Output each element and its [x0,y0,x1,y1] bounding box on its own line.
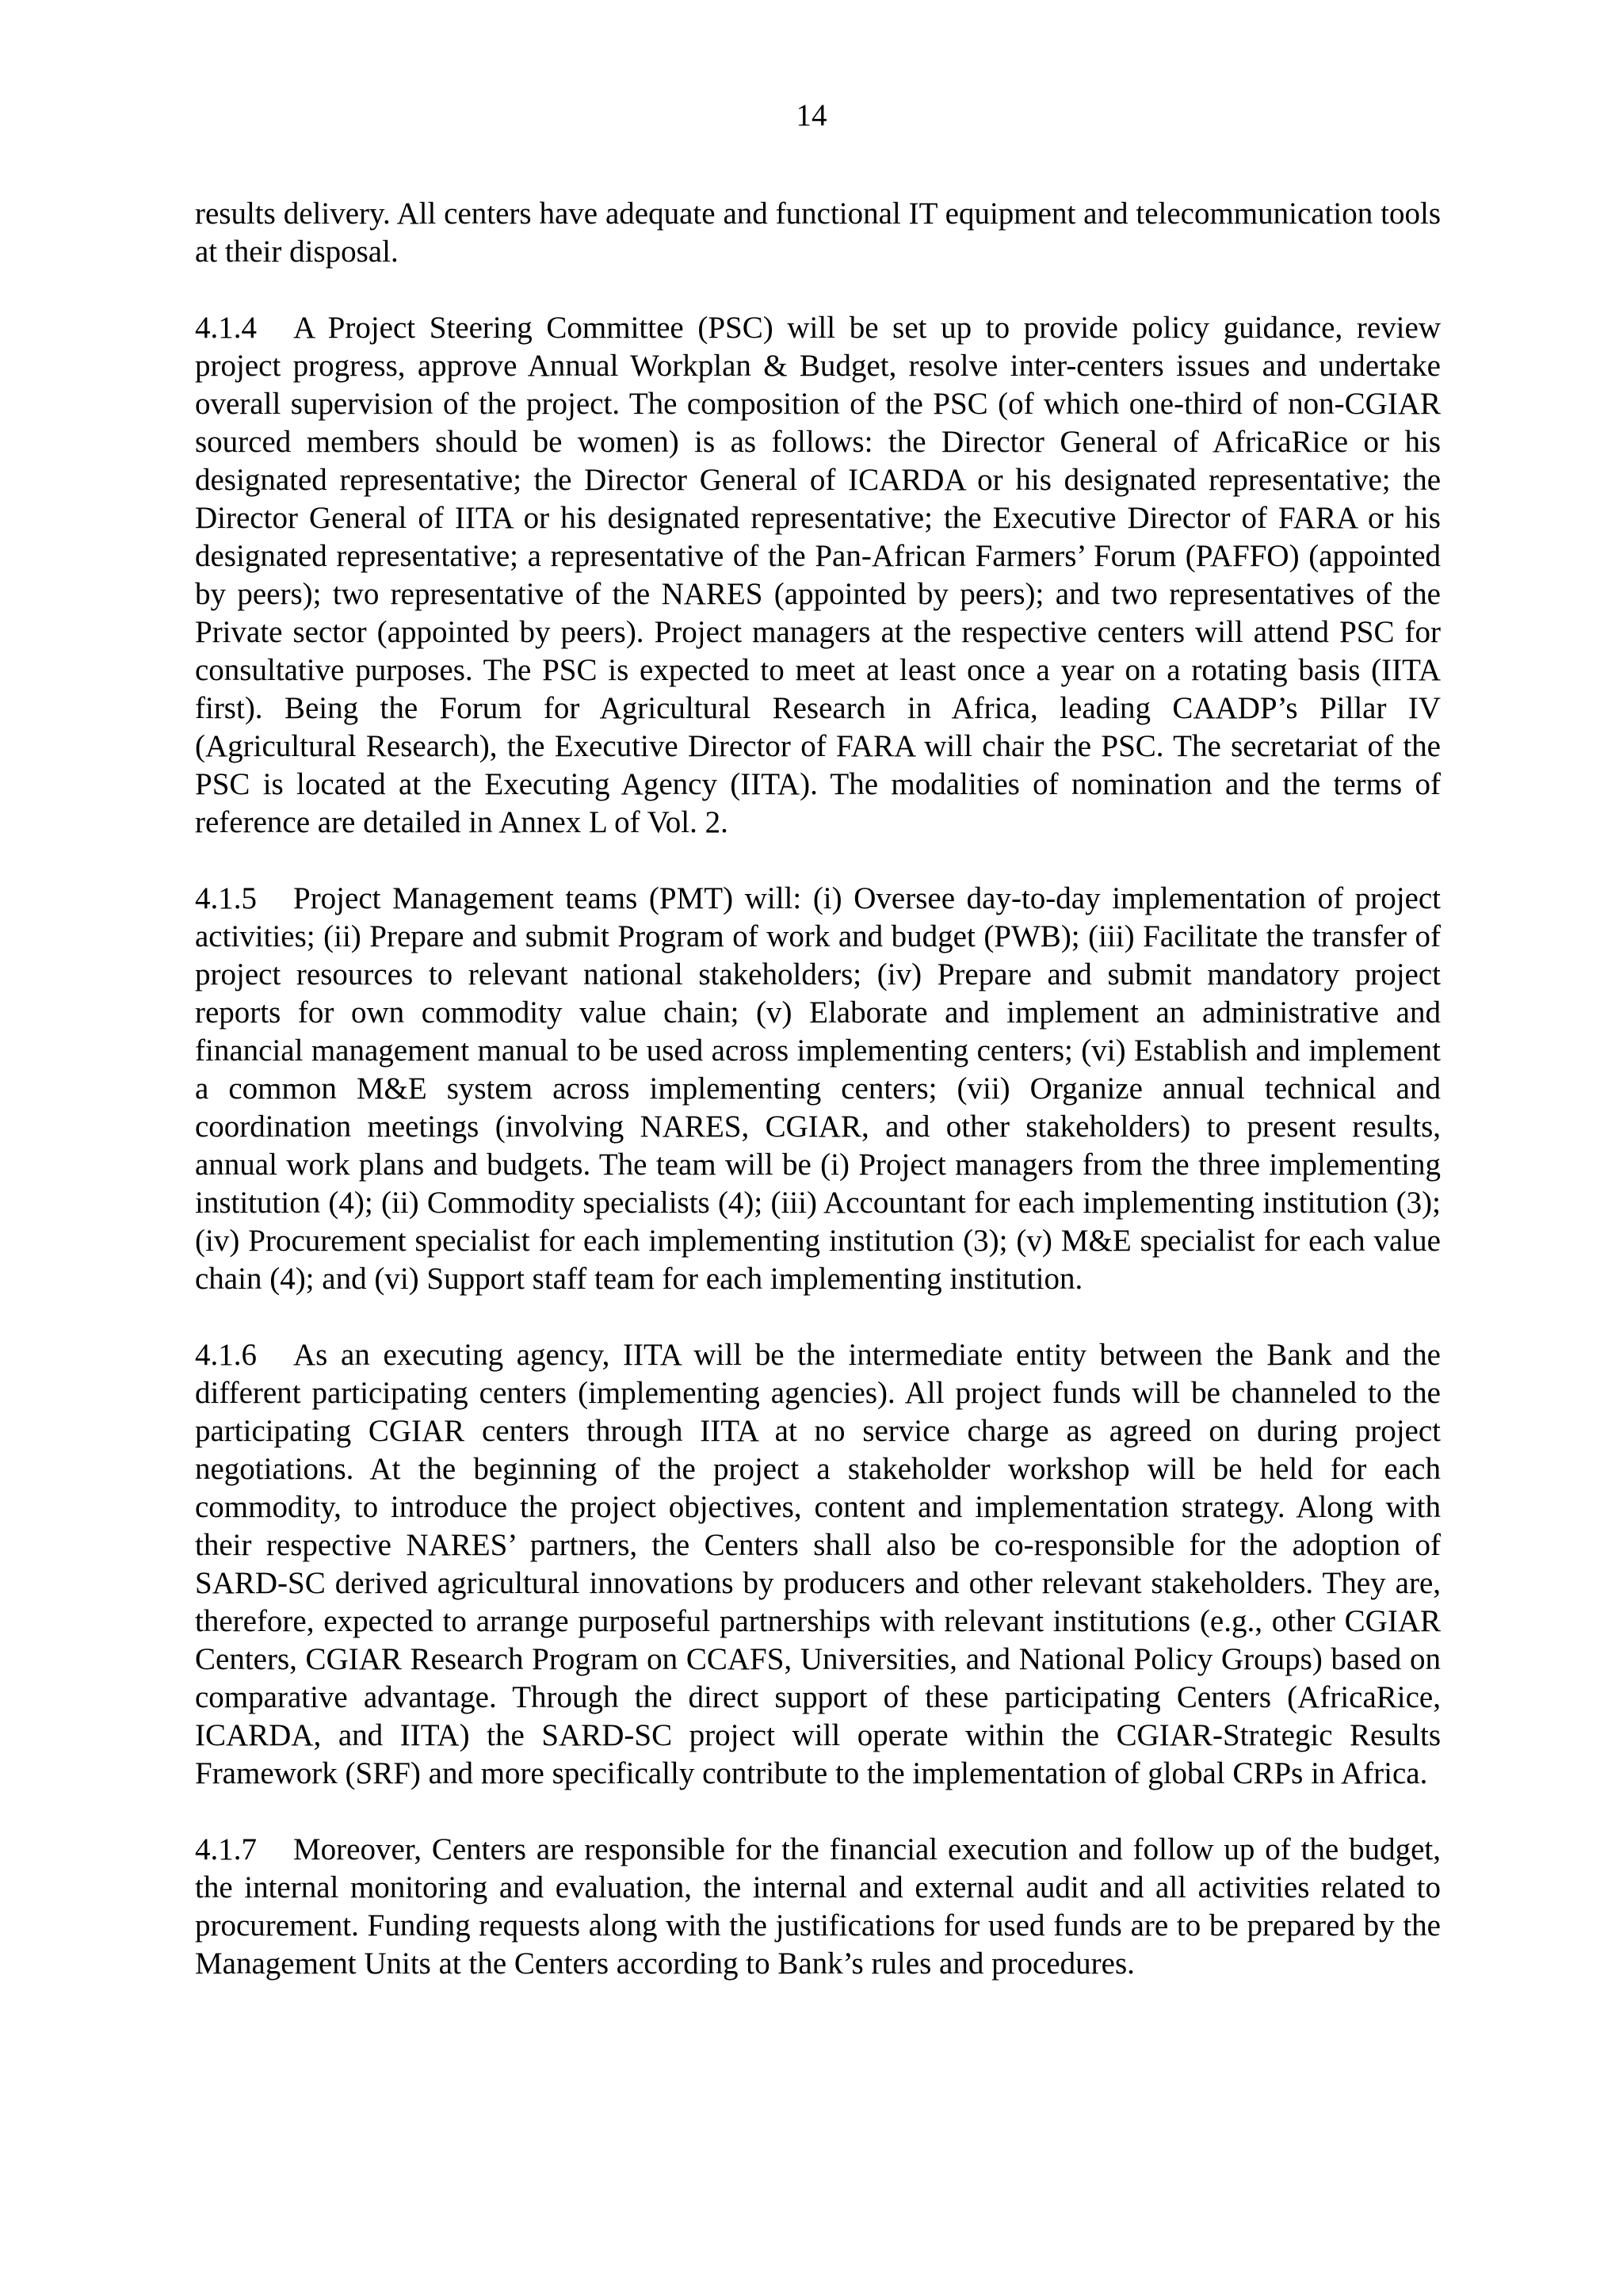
paragraph-4-1-6 [195,1336,1441,1793]
paragraph-4-1-7 [195,1831,1441,1983]
paragraph-number: 4.1.6 [195,1338,257,1372]
paragraph-4-1-5 [195,880,1441,1298]
paragraph-continuation [195,195,1441,271]
paragraph-text: As an executing agency, IITA will be the intermediate entity between the Bank and the different participating centers (implementing agencies). All project funds will be channeled to the participating CGIAR centers through IITA at no service charge as agreed on during project negotiations. At the beginning of the project a stakeholder workshop will be held for each commodity, to introduce the project objectives, content and implementation strategy. Along with their respective NARES’ partners, the Centers shall also be co-responsible for the adoption of SARD-SC derived agricultural innovations by producers and other relevant stakeholders. They are, therefore, expected to arrange purposeful partnerships with relevant institutions (e.g., other CGIAR Centers, CGIAR Research Program on CCAFS, Universities, and National Policy Groups) based on comparative advantage. Through the direct support of these participating Centers (AfricaRice, ICARDA, and IITA) the SARD-SC project will operate within the CGIAR-Strategic Results Framework (SRF) and more specifically contribute to the implementation of global CRPs in Africa. [195,1338,1441,1790]
page-number: 14 [796,98,827,132]
paragraph-number: 4.1.7 [195,1832,257,1866]
paragraph-text: A Project Steering Committee (PSC) will be set up to provide policy guidance, review project progress, approve Annual Workplan & Budget, resolve inter-centers issues and undertake overall supervision of the project. The composition of the PSC (of which one-third of non-CGIAR sourced members should be women) is as follows: the Director General of AfricaRice or his designated representative; the Director General of ICARDA or his designated representative; the Director General of IITA or his designated representative; the Executive Director of FARA or his designated representative; a representative of the Pan-African Farmers’ Forum (PAFFO) (appointed by peers); two representative of the NARES (appointed by peers); and two representatives of the Private sector (appointed by peers). Project managers at the respective centers will attend PSC for consultative purposes. The PSC is expected to meet at least once a year on a rotating basis (IITA first). Being the Forum for Agricultural Research in Africa, leading CAADP’s Pillar IV (Agricultural Research), the Executive Director of FARA will chair the PSC. The secretariat of the PSC is located at the Executing Agency (IITA). The modalities of nomination and the terms of reference are detailed in Annex L of Vol. 2. [195,311,1441,839]
paragraph-number: 4.1.4 [195,311,257,345]
document-body [195,195,1441,2021]
paragraph-text: Project Management teams (PMT) will: (i) Oversee day-to-day implementation of project activities; (ii) Prepare and submit Program of work and budget (PWB); (iii) Facilitate the transfer of project resources to relevant national stakeholders; (iv) Prepare and submit mandatory project reports for own commodity value chain; (v) Elaborate and implement an administrative and financial management manual to be used across implementing centers; (vi) Establish and implement a common M&E system across implementing centers; (vii) Organize annual technical and coordination meetings (involving NARES, CGIAR, and other stakeholders) to present results, annual work plans and budgets. The team will be (i) Project managers from the three implementing institution (4); (ii) Commodity specialists (4); (iii) Accountant for each implementing institution (3); (iv) Procurement specialist for each implementing institution (3); (v) M&E specialist for each value chain (4); and (vi) Support staff team for each implementing institution. [195,881,1441,1296]
paragraph-text: results delivery. All centers have adequate and functional IT equipment and telecommunication tools at their disposal. [195,197,1441,269]
paragraph-4-1-4 [195,309,1441,842]
paragraph-number: 4.1.5 [195,881,257,915]
paragraph-text: Moreover, Centers are responsible for the financial execution and follow up of the budget, the internal monitoring and evaluation, the internal and external audit and all activities related to procurement. Funding requests along with the justifications for used funds are to be prepared by the Management Units at the Centers according to Bank’s rules and procedures. [195,1832,1441,1981]
